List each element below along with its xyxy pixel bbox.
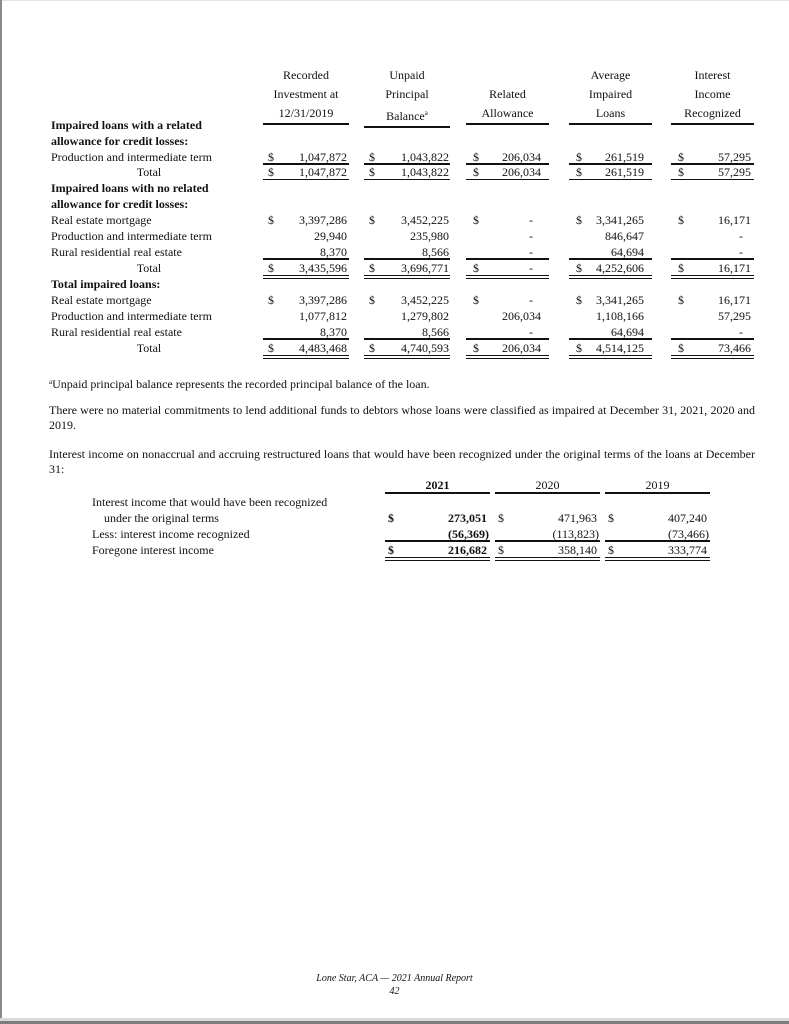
header-line: Impaired: [588, 87, 633, 101]
cell-recorded-investment: [268, 308, 347, 324]
cell-value: 1,077,812: [299, 309, 347, 323]
dollar-sign: $: [268, 261, 274, 275]
header-line: Allowance: [466, 104, 549, 125]
dollar-sign: $: [473, 213, 479, 227]
dollar-sign: $: [576, 150, 582, 164]
cell-value: 206,034: [502, 341, 541, 355]
header-line: Principal: [385, 87, 429, 101]
dollar-sign: $: [268, 341, 274, 355]
cell-value: (113,823): [552, 527, 599, 541]
header-line: 12/31/2019: [263, 104, 349, 125]
footnote: [49, 375, 755, 392]
dollar-sign: $: [369, 150, 375, 164]
dollar-sign: $: [678, 150, 684, 164]
cell-value: -: [529, 229, 533, 243]
dollar-sign: $: [473, 293, 479, 307]
cell-value: 4,514,125: [596, 341, 644, 355]
header-line: Related: [489, 87, 526, 101]
total-rule: [671, 179, 754, 180]
cell-value: 1,047,872: [299, 165, 347, 179]
dollar-sign: $: [678, 165, 684, 179]
row-label: Interest income that would have been recognized: [92, 495, 328, 509]
cell-average-impaired: [576, 228, 644, 244]
header-line: Recognized: [671, 104, 754, 125]
dollar-sign: $: [268, 165, 274, 179]
dollar-sign: $: [576, 341, 582, 355]
dollar-sign: $: [369, 341, 375, 355]
cell-value: 16,171: [718, 261, 751, 275]
cell-value: 57,295: [718, 309, 751, 323]
header-line: Loans: [569, 104, 652, 125]
year-header-2019: 2019: [645, 478, 670, 492]
paragraph-interest-income: Interest income on nonaccrual and accruing restructured loans that would have been recognized under the original terms of the loans at December 31:: [49, 447, 755, 476]
cell-average-impaired: [576, 164, 644, 180]
page-footer-title: Lone Star, ACA — 2021 Annual Report: [316, 973, 473, 984]
dollar-sign: $: [678, 213, 684, 227]
total-double-rule: [364, 355, 450, 359]
cell-value: 358,140: [558, 543, 597, 557]
cell-value: -: [529, 245, 533, 259]
total-label: Total: [136, 261, 162, 275]
cell-value: 3,696,771: [401, 261, 449, 275]
column-header-unpaid-principal: [364, 66, 450, 128]
cell-recorded-investment: [268, 292, 347, 308]
cell-interest-income: [678, 164, 751, 180]
total-rule: [364, 179, 450, 180]
header-line: [364, 104, 450, 128]
section-heading: Impaired loans with a related: [51, 118, 202, 132]
cell-average-impaired: [576, 212, 644, 228]
column-header-average-impaired: [569, 66, 652, 125]
row-label: Rural residential real estate: [51, 245, 182, 259]
total-label: Total: [136, 165, 162, 179]
cell-value: -: [529, 325, 533, 339]
header-line: Investment at: [273, 87, 339, 101]
dollar-sign: $: [369, 213, 375, 227]
cell-value: 846,647: [605, 229, 644, 243]
year-header-2021: 2021: [425, 478, 450, 492]
cell-value: 57,295: [718, 150, 751, 164]
header-rule: [495, 492, 600, 494]
cell-value: -: [739, 245, 743, 259]
dollar-sign: $: [369, 293, 375, 307]
dollar-sign: $: [608, 511, 614, 525]
cell-value: -: [529, 213, 533, 227]
cell-average-impaired: [576, 260, 644, 276]
dollar-sign: $: [576, 293, 582, 307]
cell-value: 3,341,265: [596, 213, 644, 227]
total-double-rule: [605, 557, 710, 561]
header-line: Interest: [694, 68, 731, 82]
dollar-sign: $: [608, 543, 614, 557]
cell-interest-income: [678, 340, 751, 356]
row-label: Rural residential real estate: [51, 325, 182, 339]
section-heading: Total impaired loans:: [51, 277, 161, 291]
header-line: Recorded: [283, 68, 329, 82]
row-label: Real estate mortgage: [51, 293, 152, 307]
cell-value: -: [739, 229, 743, 243]
cell-average-impaired: [576, 292, 644, 308]
row-label: Production and intermediate term: [51, 309, 212, 323]
header-line-text: Balance: [386, 109, 425, 123]
dollar-sign: $: [678, 293, 684, 307]
header-line: [466, 66, 549, 85]
total-double-rule: [263, 355, 349, 359]
cell-value: 73,466: [718, 341, 751, 355]
cell-related-allowance: [473, 212, 541, 228]
dollar-sign: $: [268, 150, 274, 164]
cell-value: 8,370: [320, 325, 347, 339]
cell-value: 64,694: [611, 245, 644, 259]
cell-related-allowance: [473, 164, 541, 180]
cell-recorded-investment: [268, 340, 347, 356]
cell-unpaid-principal: [369, 228, 449, 244]
cell-value: -: [739, 325, 743, 339]
cell-value: 216,682: [448, 543, 487, 557]
cell-value: 3,435,596: [299, 261, 347, 275]
section-heading: allowance for credit losses:: [51, 134, 189, 148]
cell-value: 206,034: [502, 309, 541, 323]
cell-value: 8,566: [422, 245, 449, 259]
total-double-rule: [263, 275, 349, 279]
page-left-edge: [0, 0, 2, 1024]
row-label: Less: interest income recognized: [92, 527, 250, 541]
total-double-rule: [671, 355, 754, 359]
cell-value: 261,519: [605, 165, 644, 179]
total-double-rule: [466, 355, 549, 359]
cell-related-allowance: [473, 260, 541, 276]
cell-value: 206,034: [502, 165, 541, 179]
section-heading: allowance for credit losses:: [51, 197, 189, 211]
header-rule: [385, 492, 490, 494]
row-label: Foregone interest income: [92, 543, 214, 557]
cell-2019: [608, 542, 707, 558]
cell-recorded-investment: [268, 228, 347, 244]
cell-recorded-investment: [268, 260, 347, 276]
cell-value: 235,980: [410, 229, 449, 243]
paragraph-commitments: There were no material commitments to lend additional funds to debtors whose loans were classified as impaired at December 31, 2021, 2020 and 2019.: [49, 403, 755, 432]
dollar-sign: $: [388, 511, 394, 525]
cell-value: 29,940: [314, 229, 347, 243]
cell-value: 1,043,822: [401, 165, 449, 179]
cell-value: 4,252,606: [596, 261, 644, 275]
cell-2020: [498, 510, 597, 526]
total-label: Total: [136, 341, 162, 355]
dollar-sign: $: [576, 261, 582, 275]
dollar-sign: $: [678, 341, 684, 355]
cell-related-allowance: [473, 308, 541, 324]
row-label: Production and intermediate term: [51, 150, 212, 164]
cell-value: 3,452,225: [401, 213, 449, 227]
footnote-text: Unpaid principal balance represents the recorded principal balance of the loan.: [52, 377, 430, 391]
cell-2021: [388, 510, 487, 526]
footnote-marker: a: [49, 378, 53, 386]
cell-interest-income: [678, 292, 751, 308]
column-header-recorded-investment: [263, 66, 349, 125]
cell-value: (73,466): [668, 527, 709, 541]
page-top-edge: [0, 0, 789, 1]
cell-recorded-investment: [268, 212, 347, 228]
dollar-sign: $: [498, 543, 504, 557]
cell-value: 4,740,593: [401, 341, 449, 355]
cell-2019: [608, 510, 707, 526]
cell-value: 1,279,802: [401, 309, 449, 323]
cell-related-allowance: [473, 292, 541, 308]
total-double-rule: [495, 557, 600, 561]
cell-value: -: [529, 261, 533, 275]
cell-value: 407,240: [668, 511, 707, 525]
cell-value: 8,370: [320, 245, 347, 259]
cell-unpaid-principal: [369, 340, 449, 356]
cell-value: 1,043,822: [401, 150, 449, 164]
cell-value: 261,519: [605, 150, 644, 164]
footnote-marker: a: [424, 109, 428, 117]
total-double-rule: [671, 275, 754, 279]
cell-value: 1,108,166: [596, 309, 644, 323]
dollar-sign: $: [473, 261, 479, 275]
row-label: Real estate mortgage: [51, 213, 152, 227]
dollar-sign: $: [498, 511, 504, 525]
header-line: Unpaid: [389, 68, 425, 82]
cell-related-allowance: [473, 340, 541, 356]
cell-value: 471,963: [558, 511, 597, 525]
cell-unpaid-principal: [369, 292, 449, 308]
header-rule: [605, 492, 710, 494]
cell-interest-income: [678, 260, 751, 276]
page-number: 42: [389, 986, 400, 997]
header-line: Income: [694, 87, 731, 101]
cell-average-impaired: [576, 308, 644, 324]
dollar-sign: $: [369, 261, 375, 275]
cell-unpaid-principal: [369, 164, 449, 180]
total-rule: [263, 179, 349, 180]
cell-value: 8,566: [422, 325, 449, 339]
column-header-related-allowance: [466, 66, 549, 125]
row-label: Production and intermediate term: [51, 229, 212, 243]
cell-value: 57,295: [718, 165, 751, 179]
cell-value: 333,774: [668, 543, 707, 557]
section-heading: Impaired loans with no related: [51, 181, 209, 195]
cell-interest-income: [678, 308, 751, 324]
cell-related-allowance: [473, 228, 541, 244]
dollar-sign: $: [268, 213, 274, 227]
cell-value: 3,397,286: [299, 213, 347, 227]
dollar-sign: $: [473, 150, 479, 164]
cell-value: 64,694: [611, 325, 644, 339]
dollar-sign: $: [388, 543, 394, 557]
cell-value: 16,171: [718, 293, 751, 307]
cell-2021: [388, 542, 487, 558]
cell-interest-income: [678, 212, 751, 228]
cell-unpaid-principal: [369, 308, 449, 324]
row-label: under the original terms: [104, 511, 219, 525]
total-double-rule: [466, 275, 549, 279]
total-double-rule: [569, 275, 652, 279]
cell-value: 3,452,225: [401, 293, 449, 307]
dollar-sign: $: [268, 293, 274, 307]
cell-value: -: [529, 293, 533, 307]
cell-average-impaired: [576, 340, 644, 356]
dollar-sign: $: [473, 341, 479, 355]
year-header-2020: 2020: [535, 478, 560, 492]
total-double-rule: [364, 275, 450, 279]
cell-value: 3,341,265: [596, 293, 644, 307]
cell-value: (56,369): [448, 527, 489, 541]
cell-2020: [498, 542, 597, 558]
dollar-sign: $: [678, 261, 684, 275]
cell-unpaid-principal: [369, 212, 449, 228]
total-rule: [466, 179, 549, 180]
cell-value: 16,171: [718, 213, 751, 227]
header-line: Average: [590, 68, 631, 82]
cell-interest-income: [678, 228, 751, 244]
cell-recorded-investment: [268, 164, 347, 180]
dollar-sign: $: [473, 165, 479, 179]
column-header-interest-income: [671, 66, 754, 125]
dollar-sign: $: [576, 165, 582, 179]
dollar-sign: $: [576, 213, 582, 227]
dollar-sign: $: [369, 165, 375, 179]
cell-value: 3,397,286: [299, 293, 347, 307]
cell-value: 1,047,872: [299, 150, 347, 164]
total-double-rule: [569, 355, 652, 359]
cell-value: 273,051: [448, 511, 487, 525]
total-rule: [569, 179, 652, 180]
total-double-rule: [385, 557, 490, 561]
cell-unpaid-principal: [369, 260, 449, 276]
cell-value: 206,034: [502, 150, 541, 164]
cell-value: 4,483,468: [299, 341, 347, 355]
